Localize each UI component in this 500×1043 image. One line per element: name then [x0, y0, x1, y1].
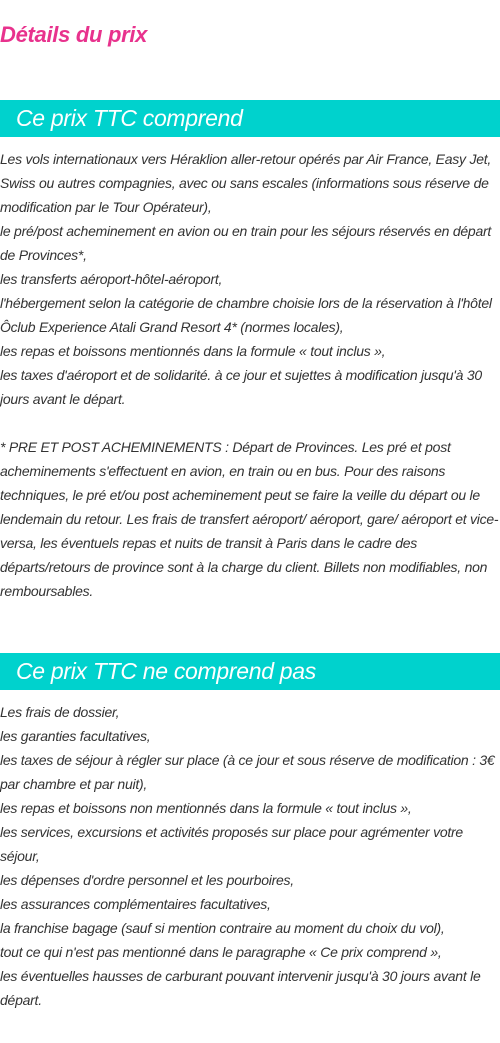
included-item-taxes: les taxes d'aéroport et de solidarité. à ce jour et sujettes à modification jusqu'à 30 jours avant le départ. [0, 367, 482, 407]
included-item-meals: les repas et boissons mentionnés dans la formule « tout inclus », [0, 343, 386, 359]
excluded-item-not-mentioned: tout ce qui n'est pas mentionné dans le paragraphe « Ce prix comprend », [0, 944, 442, 960]
pre-post-transport-note: * PRE ET POST ACHEMINEMENTS : Départ de Provinces. Les pré et post acheminements s'effectuent en avion, en train ou en bus. Pour des raisons techniques, le pré et/ou post acheminement peut se faire la veille du départ ou le lendemain du retour. Les frais de transfert aéroport/ aéroport, gare/ aéroport et vice-versa, les éventuels repas et nuits de transit à Paris dans le cadre des départs/retours de province sont à la charge du client. Billets non modifiables, non remboursables. [0, 439, 499, 599]
excluded-list [0, 700, 500, 1012]
excluded-item-booking-fees: Les frais de dossier, [0, 704, 120, 720]
included-item-pre-post-transport: le pré/post acheminement en avion ou en train pour les séjours réservés en départ de Provinces*, [0, 223, 492, 263]
excluded-item-extra-meals: les repas et boissons non mentionnés dans la formule « tout inclus », [0, 800, 412, 816]
section-heading-included: Ce prix TTC comprend [16, 105, 243, 131]
section-heading-excluded: Ce prix TTC ne comprend pas [16, 658, 316, 684]
excluded-item-tourist-tax: les taxes de séjour à régler sur place (à ce jour et sous réserve de modification : 3€ par chambre et par nuit), [0, 752, 495, 792]
included-item-accommodation: l'hébergement selon la catégorie de chambre choisie lors de la réservation à l'hôtel Ôclub Experience Atali Grand Resort 4* (normes locales), [0, 295, 492, 335]
included-list [0, 147, 500, 411]
section-header-excluded [0, 653, 500, 690]
excluded-item-optional-guarantees: les garanties facultatives, [0, 728, 151, 744]
excluded-item-personal-expenses: les dépenses d'ordre personnel et les pourboires, [0, 872, 294, 888]
included-item-flights: Les vols internationaux vers Héraklion aller-retour opérés par Air France, Easy Jet, Swiss ou autres compagnies, avec ou sans escales (informations sous réserve de modification par le Tour Opérateur), [0, 151, 492, 215]
section-header-included [0, 100, 500, 137]
page-title: Détails du prix [0, 22, 148, 47]
excluded-item-insurance: les assurances complémentaires facultatives, [0, 896, 271, 912]
included-item-transfers: les transferts aéroport-hôtel-aéroport, [0, 271, 223, 287]
excluded-item-excursions: les services, excursions et activités proposés sur place pour agrémenter votre séjour, [0, 824, 463, 864]
excluded-item-baggage: la franchise bagage (sauf si mention contraire au moment du choix du vol), [0, 920, 445, 936]
excluded-item-fuel-surcharge: les éventuelles hausses de carburant pouvant intervenir jusqu'à 30 jours avant le départ. [0, 968, 481, 1008]
